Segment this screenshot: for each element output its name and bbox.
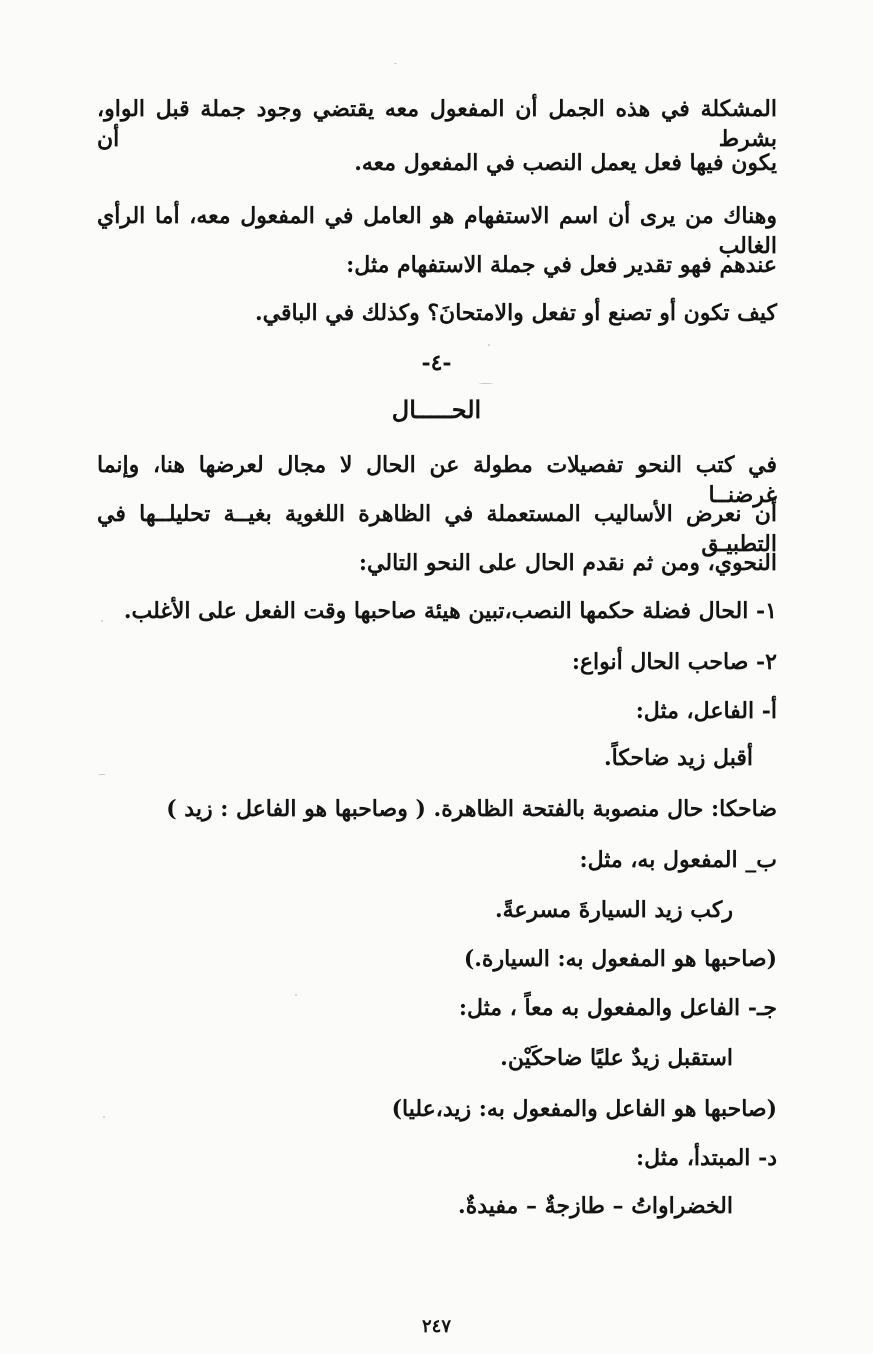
- example-line-4: الخضراواتُ – طازجةٌ – مفيدةٌ.: [458, 1193, 733, 1219]
- scan-speck: [103, 1116, 105, 1118]
- text-line-22: د- المبتدأ، مثل:: [635, 1145, 777, 1171]
- text-line-19: جـ- الفاعل والمفعول به معاً ، مثل:: [458, 995, 777, 1021]
- text-line-16: ب_ المفعول به، مثل:: [579, 847, 777, 873]
- text-line-4: عندهم فهو تقدير فعل في جملة الاستفهام مثل:: [346, 252, 777, 278]
- analysis-line-3: (صاحبها هو الفاعل والمفعول به: زيد،عليا): [391, 1096, 777, 1122]
- analysis-line-1: ضاحكا: حال منصوبة بالفتحة الظاهرة. ( وصاحبها هو الفاعل : زيد ): [166, 796, 777, 822]
- text-line-13: أ- الفاعل، مثل:: [635, 698, 777, 724]
- scan-speck: [98, 774, 106, 775]
- example-line-3: استقبل زيدٌ عليًا ضاحكَيْن.: [500, 1045, 733, 1071]
- scan-speck: [101, 620, 103, 622]
- analysis-line-2: (صاحبها هو المفعول به: السيارة.): [463, 946, 777, 972]
- scan-speck: [295, 994, 297, 996]
- text-line-5: كيف تكون أو تصنع أو تفعل والامتحانَ؟ وكذلك في الباقي.: [254, 300, 777, 326]
- text-line-12: ٢- صاحب الحال أنواع:: [571, 649, 777, 675]
- text-line-11: ١- الحال فضلة حكمها النصب،تبين هيئة صاحبها وقت الفعل على الأغلب.: [123, 598, 777, 624]
- text-line-10: النحوي، ومن ثم نقدم الحال على النحو التالي:: [358, 550, 777, 576]
- scan-speck: [488, 344, 490, 346]
- section-heading: الحـــــال: [391, 395, 482, 424]
- example-line-2: ركب زيد السيارةَ مسرعةً.: [494, 897, 733, 923]
- text-line-1: المشكلة في هذه الجمل أن المفعول معه يقتضي وجود جملة قبل الواو، بشرط أن: [97, 96, 777, 152]
- text-line-2: يكون فيها فعل يعمل النصب في المفعول معه.: [354, 150, 777, 176]
- text-line-9: أن نعرض الأساليب المستعملة في الظاهرة اللغوية بغيــة تحليلــها في التطبيـق: [97, 501, 777, 557]
- page-number: ٢٤٧: [421, 1316, 451, 1337]
- text-line-3: وهناك من يرى أن اسم الاستفهام هو العامل في المفعول معه، أما الرأي الغالب: [97, 203, 777, 259]
- scan-speck: [394, 63, 397, 64]
- section-number: -٤-: [421, 350, 452, 376]
- text-line-8: في كتب النحو تفصيلات مطولة عن الحال لا مجال لعرضها هنا، وإنما غرضنــا: [97, 452, 777, 508]
- example-line-1: أقبل زيد ضاحكاً.: [603, 745, 753, 771]
- scan-speck: [479, 383, 493, 384]
